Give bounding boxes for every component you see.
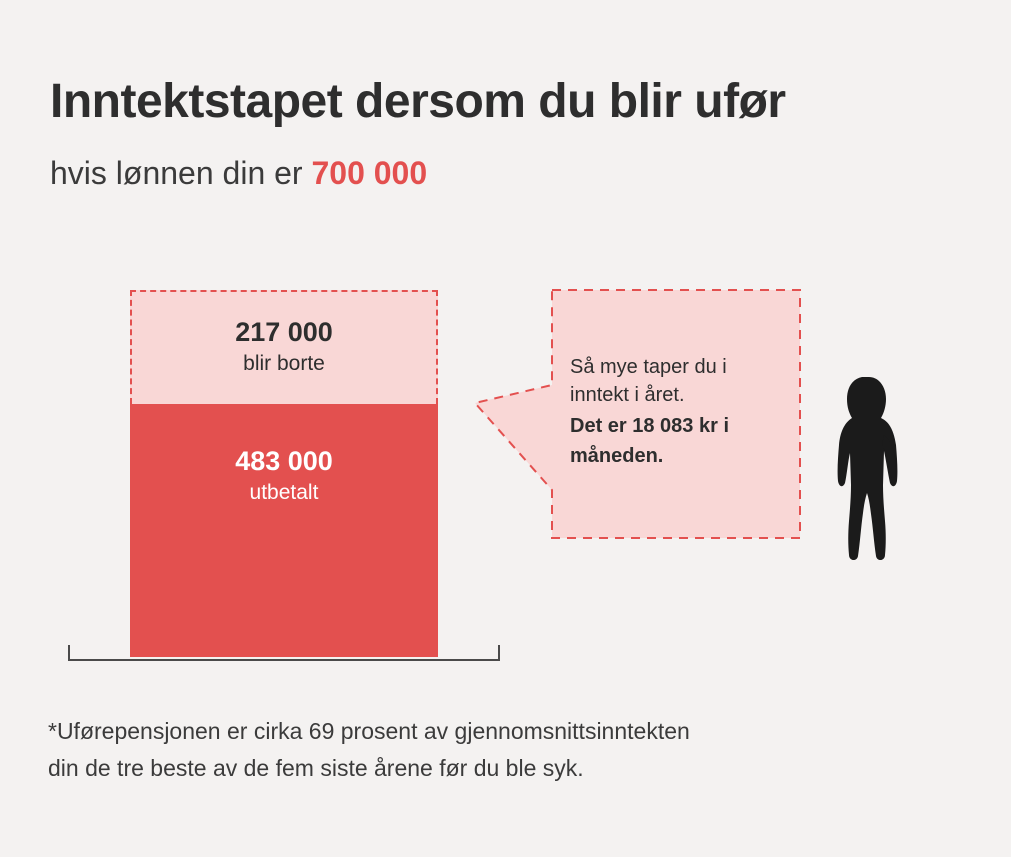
callout-line-1: Så mye taper du i	[570, 356, 727, 378]
person-silhouette-icon	[832, 375, 907, 565]
callout-bold-1: Det er 18 083 kr i	[570, 414, 729, 437]
axis-line	[68, 659, 500, 661]
footnote-line-2: din de tre beste av de fem siste årene før du ble syk.	[48, 754, 584, 781]
lost-caption: blir borte	[243, 351, 325, 375]
callout-bubble	[470, 285, 805, 543]
footnote	[48, 713, 948, 787]
bar-segment-paid	[130, 404, 438, 657]
paid-amount: 483 000	[235, 446, 333, 476]
bar-label-paid	[130, 445, 438, 506]
footnote-line-1: *Uførepensjonen er cirka 69 prosent av gjennomsnittsinntekten	[48, 718, 690, 744]
callout-line-2: inntekt i året.	[570, 384, 685, 407]
page-title: Inntektstapet dersom du blir ufør	[50, 75, 786, 128]
axis-tick-right	[498, 645, 500, 661]
stacked-bar-chart	[130, 290, 438, 657]
lost-amount: 217 000	[235, 317, 333, 347]
callout-text	[570, 353, 775, 471]
axis-bracket	[68, 645, 500, 661]
bar-label-lost	[130, 316, 438, 377]
callout-bold-2: måneden.	[570, 445, 664, 468]
subtitle	[50, 155, 427, 192]
paid-caption: utbetalt	[249, 480, 319, 504]
subtitle-prefix: hvis lønnen din er	[50, 155, 312, 191]
salary-value: 700 000	[311, 155, 428, 191]
